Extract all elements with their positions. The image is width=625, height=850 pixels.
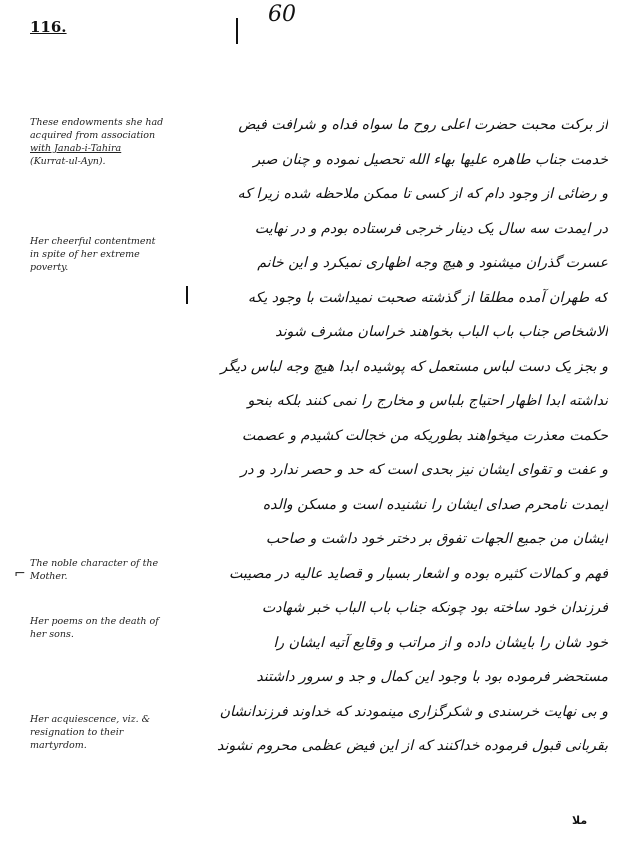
margin-note-endowments [30, 116, 205, 168]
body-line: فرزندان خود ساخته بود چونکه جناب باب الباب خبر شهادت [261, 600, 608, 616]
margin-note-line: poverty. [30, 262, 69, 273]
margin-note-line: in spite of her extreme [30, 249, 140, 260]
margin-bracket-mark: ⌐ [14, 566, 26, 582]
margin-note-line: Her acquiescence, viz. & [30, 714, 151, 725]
margin-note-line: martyrdom. [30, 740, 87, 751]
margin-note-resignation [30, 713, 205, 752]
body-line: مستحضر فرموده بود با وجود این کمال و جد و سرور داشتند [256, 669, 608, 685]
margin-note-line: Her poems on the death of [30, 616, 159, 627]
body-line: حکمت معذرت میخواهند بطوریکه من خجالت کشیدم و عصمت [241, 427, 608, 444]
body-line: و عفت و تقوای ایشان نیز بحدی است که حد و حصر ندارد و در [240, 462, 608, 478]
catchword: ملا [572, 814, 588, 827]
margin-stroke-top [236, 18, 238, 44]
body-line: از برکت محبت حضرت اعلی روح ما سواه فداه و شرافت فیض [238, 117, 608, 133]
body-line: در ایمدت سه سال یک دینار خرجی فرستاده بودم و در نهایت [254, 220, 608, 237]
margin-note-poems [30, 615, 205, 641]
body-line: و بی نهایت خرسندی و شکرگزاری مینمودند که خداوند فرزندانشان [219, 703, 608, 720]
margin-note-line: her sons. [30, 629, 74, 640]
margin-note-contentment [30, 235, 205, 274]
persian-body-text [212, 108, 608, 764]
body-line: فهم و کمالات کثیره بوده و اشعار بسیار و قصاید عالیه در مصیبت [228, 565, 608, 582]
folio-number: 116. [30, 18, 67, 36]
body-line: بقربانی قبول فرموده خداکنند که از این فیض عظمی محروم نشوند [217, 738, 608, 754]
body-line: ایمدت نامحرم صدای ایشان را نشنیده است و مسکن والده [262, 496, 608, 513]
body-line: که طهران آمده مطلقا از گذشته صحبت نمیداشت با وجود یکه [247, 289, 608, 306]
margin-note-line: Her cheerful contentment [30, 236, 156, 247]
margin-note-line: Mother. [30, 571, 68, 582]
margin-note-line: The noble character of the [30, 558, 159, 569]
page-number: 60 [268, 2, 296, 27]
margin-note-line: with Janab-i-Tahira [30, 143, 122, 154]
body-line: الاشخاص جناب باب الباب بخواهند خراسان مشرف شوند [275, 324, 608, 340]
body-line: و بجز یک دست لباس مستعمل که پوشیده ابدا هیچ وجه لباس دیگر [220, 358, 608, 375]
margin-note-line: acquired from association [30, 130, 156, 141]
body-line: خدمت جناب طاهره علیها بهاء الله تحصیل نموده و چنان صبر [253, 151, 608, 168]
margin-note-line: (Kurrat-ul-Ayn). [30, 156, 106, 167]
margin-note-mother [30, 557, 205, 583]
body-line: خود شان را بایشان داده و از مراتب و وقایع آتیه ایشان را [273, 634, 608, 651]
margin-stroke-mid [186, 286, 188, 304]
body-line: و رضائی از وجود دام که از کسی تا ممکن ملاحظه شده زیرا که [237, 186, 608, 202]
margin-note-line: These endowments she had [30, 117, 164, 128]
margin-note-line: resignation to their [30, 727, 124, 738]
body-line: ایشان من جمیع الجهات تفوق بر دختر خود داشت و صاحب [265, 531, 608, 547]
body-line: عسرت گذران میشنود و هیچ وجه اظهاری نمیکرد و این خانم [257, 255, 608, 271]
body-line: نداشته ابدا اظهار احتیاج بلباس و مخارج را نمی کنند بلکه بنحو [247, 393, 608, 409]
